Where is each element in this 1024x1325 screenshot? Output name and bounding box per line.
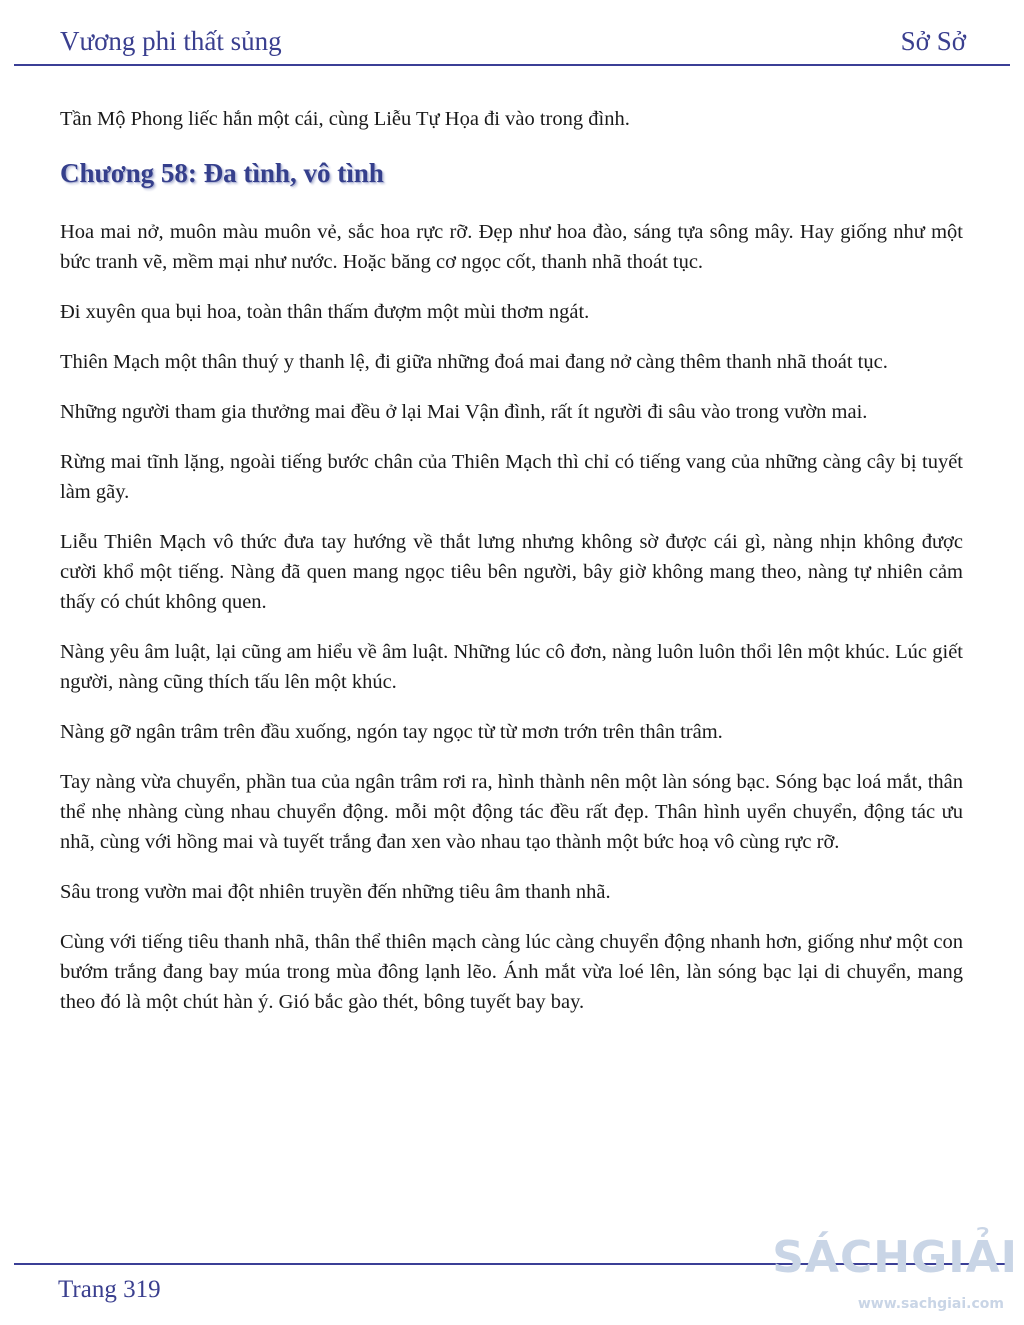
paragraph: Rừng mai tĩnh lặng, ngoài tiếng bước chân của Thiên Mạch thì chỉ có tiếng vang của những càng cây bị tuyết làm gãy.: [60, 451, 963, 503]
paragraph: Hoa mai nở, muôn màu muôn vẻ, sắc hoa rực rỡ. Đẹp như hoa đào, sáng tựa sông mây. Hay giống như một bức tranh vẽ, mềm mại như nước. Hoặc băng cơ ngọc cốt, thanh nhã thoát tục.: [60, 221, 963, 273]
page-number: Trang 319: [58, 1276, 161, 1303]
paragraph: Sâu trong vườn mai đột nhiên truyền đến những tiêu âm thanh nhã.: [60, 881, 611, 903]
header-divider: [14, 64, 1010, 66]
paragraph: Đi xuyên qua bụi hoa, toàn thân thấm đượm một mùi thơm ngát.: [60, 301, 590, 323]
paragraph: Tay nàng vừa chuyển, phần tua của ngân trâm rơi ra, hình thành nên một làn sóng bạc. Sóng bạc loá mắt, thân thể nhẹ nhàng cùng nhau chuyển động. mỗi một động tác đều rất đẹp. Thân hình uyển chuyển, động tác ưu nhã, cùng với hồng mai và tuyết trắng đan xen vào nhau tạo thành một bức hoạ vô cùng rực rỡ.: [60, 771, 963, 853]
paragraph: Nàng gỡ ngân trâm trên đầu xuống, ngón tay ngọc từ từ mơn trớn trên thân trâm.: [60, 721, 723, 743]
paragraph: Nàng yêu âm luật, lại cũng am hiểu về âm luật. Những lúc cô đơn, nàng luôn luôn thổi lên một khúc. Lúc giết người, nàng cũng thích tấu lên một khúc.: [60, 641, 963, 693]
chapter-title: Chương 58: Đa tình, vô tình: [60, 158, 384, 188]
paragraph: Những người tham gia thưởng mai đều ở lại Mai Vận đình, rất ít người đi sâu vào trong vườn mai.: [60, 401, 868, 423]
paragraph: Liễu Thiên Mạch vô thức đưa tay hướng về thắt lưng nhưng không sờ được cái gì, nàng nhịn không được cười khổ một tiếng. Nàng đã quen mang ngọc tiêu bên người, bây giờ không mang theo, nàng tự nhiên cảm thấy có chút không quen.: [60, 531, 963, 613]
paragraph: Thiên Mạch một thân thuý y thanh lệ, đi giữa những đoá mai đang nở càng thêm thanh nhã thoát tục.: [60, 351, 888, 373]
paragraph: Cùng với tiếng tiêu thanh nhã, thân thể thiên mạch càng lúc càng chuyển động nhanh hơn, giống như một con bướm trắng đang bay múa trong mùa đông lạnh lẽo. Ánh mắt vừa loé lên, làn sóng bạc lại di chuyển, mang theo đó là một chút hàn ý. Gió bắc gào thét, bông tuyết bay bay.: [60, 931, 963, 1013]
watermark-url: www.sachgiai.com: [857, 1296, 1004, 1312]
watermark-logo: SÁCHGIẢI: [772, 1232, 1018, 1283]
lead-paragraph: Tần Mộ Phong liếc hắn một cái, cùng Liễu Tự Họa đi vào trong đình.: [60, 108, 630, 130]
page-body: [60, 104, 963, 1037]
page-header: [60, 22, 966, 62]
author-name: Sở Sở: [900, 26, 966, 56]
watermark: [772, 1232, 1018, 1322]
book-title: Vương phi thất sủng: [60, 26, 282, 56]
